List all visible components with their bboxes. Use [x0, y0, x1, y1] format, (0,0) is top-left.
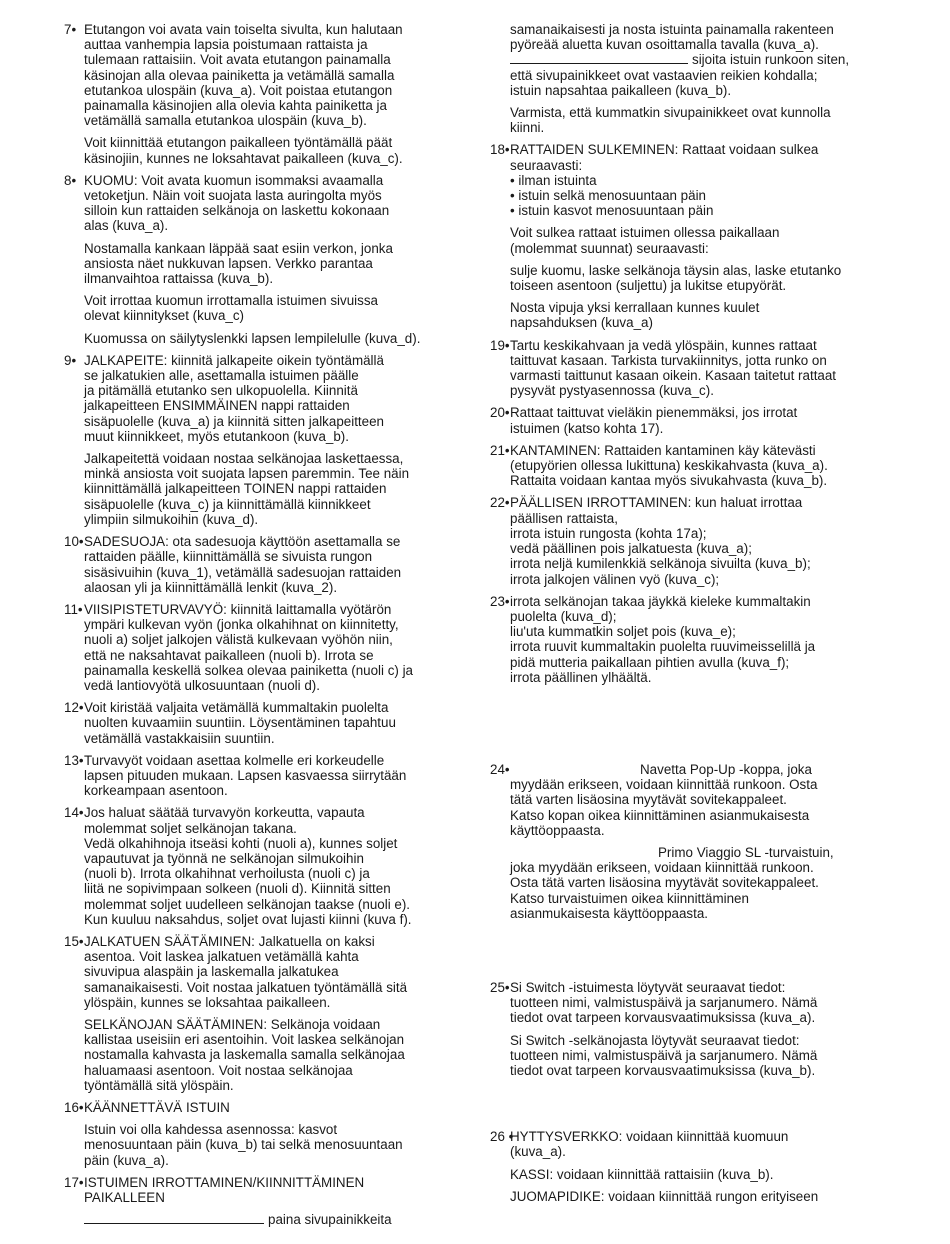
text-line: VIISIPISTETURVAVYÖ: kiinnitä laittamalla vyötärön	[84, 601, 392, 617]
text-fragment: Primo Viaggio SL -turvaistuin,	[658, 844, 834, 860]
paragraph	[510, 405, 900, 435]
text-line: JALKATUEN SÄÄTÄMINEN: Jalkatuella on kaksi	[84, 933, 375, 949]
text-line: Nostamalla kankaan läppää saat esiin verkon, jonka	[84, 240, 393, 256]
paragraph	[84, 451, 464, 527]
text-line: istuin napsahtaa paikalleen (kuva_b).	[510, 82, 732, 98]
text-line: Katso kopan oikea kiinnittäminen asianmukaisesta	[510, 807, 810, 823]
item-number: 7•	[64, 22, 77, 37]
text-line: irrota päällinen ylhäältä.	[510, 669, 652, 685]
paragraph	[510, 105, 900, 135]
paragraph	[510, 980, 900, 1026]
text-line: ylöspäin, kunnes se loksahtaa paikalleen.	[84, 994, 331, 1010]
paragraph	[510, 845, 900, 921]
paragraph	[84, 241, 464, 287]
paragraph	[84, 1100, 464, 1115]
instruction-item-continued	[490, 22, 900, 135]
text-line: Istuin voi olla kahdessa asennossa: kasvot	[84, 1122, 338, 1138]
instruction-item	[490, 980, 900, 1078]
text-line: jalkapeitteen ENSIMMÄINEN nappi rattaiden	[84, 398, 350, 414]
item-number: 10•	[64, 534, 84, 550]
text-line: lapsen pituuden mukaan. Lapsen kasvaessa siirrytään	[84, 767, 407, 783]
text-line: joka myydään erikseen, voidaan kiinnittää runkoon.	[510, 860, 814, 876]
text-line: vedä lantiovyötä ulkosuuntaan (nuoli d).	[84, 677, 320, 693]
instruction-item	[64, 934, 464, 1093]
text-line: ansiosta näet nukkuvan lapsen. Verkko parantaa	[84, 255, 373, 271]
text-line: nuolten kuvaamiin suuntiin. Löysentäminen tapahtuu	[84, 715, 396, 731]
text-line: ja pitämällä etutanko sen ulkopuolella. Kiinnitä	[84, 383, 358, 399]
text-line: HYTTYSVERKKO: voidaan kiinnittää kuomuun	[510, 1129, 789, 1145]
item-number: 25•	[490, 979, 510, 995]
text-line: Si Switch -selkänojasta löytyvät seuraavat tiedot:	[510, 1032, 800, 1048]
text-line: seuraavasti:	[510, 157, 583, 173]
paragraph	[510, 1033, 900, 1079]
instruction-item	[490, 338, 900, 399]
text-line: (etupyörien ollessa lukittuna) keskikahvasta (kuva_a).	[510, 458, 828, 474]
item-number: 9•	[64, 352, 77, 368]
text-line: sulje kuomu, laske selkänoja täysin alas, laske etutanko	[510, 262, 842, 278]
paragraph	[510, 762, 900, 838]
item-number: 15•	[64, 933, 84, 949]
text-line: rattaiden päälle, kiinnittämällä se sivuista rungon	[84, 549, 373, 565]
paragraph	[510, 142, 900, 218]
text-line: sisäsivuihin (kuva_1), vetämällä sadesuojan rattaiden	[84, 564, 402, 580]
item-number: 22•	[490, 495, 510, 511]
instruction-item	[64, 353, 464, 527]
text-line: että ne naksahtavat paikalleen (nuoli b). Irrota se	[84, 647, 374, 663]
paragraph	[84, 135, 464, 165]
text-line: Jalkapeitettä voidaan nostaa selkänojaa laskettaessa,	[84, 451, 404, 467]
paragraph	[510, 495, 900, 586]
text-line: sivuvipua alaspäin ja laskemalla jalkatukea	[84, 964, 339, 980]
text-line: sisäpuolelle (kuva_a) ja kiinnitä sitten jalkapeitteen	[84, 413, 384, 429]
text-line: taittuvat kasaan. Tarkista turvakiinnitys, jotta runko on	[510, 352, 827, 368]
text-line: kallistaa useisiin eri asentoihin. Voit laskea selkänojan	[84, 1032, 405, 1048]
text-line: auttaa vanhempia lapsia poistumaan rattaista ja	[84, 37, 368, 53]
text-fragment: Navetta Pop-Up -koppa, joka	[640, 761, 812, 777]
text-line: muut kiinnikkeet, myös etutankoon (kuva_b).	[84, 428, 349, 444]
text-line: Katso turvaistuimen oikea kiinnittäminen	[510, 890, 749, 906]
text-line: (nuoli b). Irrota olkahihnat verhoilusta (nuoli c) ja	[84, 866, 370, 882]
text-line: irrota neljä kumilenkkiä selkänoja sivuilta (kuva_b);	[510, 556, 811, 572]
text-line: ilmanvaihtoa rattaissa (kuva_b).	[84, 271, 274, 287]
text-line: menosuuntaan päin (kuva_b) tai selkä menosuuntaan	[84, 1137, 403, 1153]
text-fragment: sijoita istuin runkoon siten,	[692, 52, 850, 68]
text-line: napsahduksen (kuva_a)	[510, 315, 653, 331]
text-line: SADESUOJA: ota sadesuoja käyttöön asettamalla se	[84, 534, 401, 550]
text-line: käyttöoppaasta.	[510, 822, 605, 838]
paragraph	[84, 1212, 464, 1227]
text-line: Rattaita voidaan kantaa myös sivukahvasta (kuva_b).	[510, 473, 828, 489]
text-line: vetoketjun. Näin voit suojata lasta auringolta myös	[84, 188, 382, 204]
instruction-item	[490, 495, 900, 586]
text-line: Kuomussa on säilytyslenkki lapsen lempilelulle (kuva_d).	[84, 330, 421, 346]
text-line: etutankoa ulospäin (kuva_a). Voit poistaa etutangon	[84, 82, 393, 98]
text-line: KUOMU: Voit avata kuomun isommaksi avaamalla	[84, 172, 384, 188]
text-line: Tartu keskikahvaan ja vedä ylöspäin, kunnes rattaat	[510, 337, 817, 353]
text-line: • ilman istuinta	[510, 172, 597, 188]
paragraph	[84, 602, 464, 693]
text-line: tiedot ovat tarpeen korvausvaatimuksissa (kuva_b).	[510, 1062, 816, 1078]
text-line: irrota jalkojen välinen vyö (kuva_c);	[510, 571, 720, 587]
instruction-item	[64, 805, 464, 927]
text-line: irrota ruuvit kummaltakin puolelta ruuvimeisselillä ja	[510, 639, 816, 655]
text-line: Nosta vipuja yksi kerrallaan kunnes kuulet	[510, 300, 760, 316]
text-line: JUOMAPIDIKE: voidaan kiinnittää rungon erityiseen	[510, 1188, 819, 1204]
text-line: toiseen asentoon (suljettu) ja lukitse etupyörät.	[510, 278, 787, 294]
text-line: asianmukaisesta käyttöoppaasta.	[510, 905, 709, 921]
paragraph	[84, 22, 464, 128]
image-placeholder-blank	[510, 52, 688, 64]
item-number: 12•	[64, 700, 84, 716]
item-number: 14•	[64, 805, 84, 821]
text-line: pidä mutteria paikallaan pihtien avulla (kuva_f);	[510, 654, 790, 670]
item-number: 20•	[490, 405, 510, 421]
text-line: vapautuvat ja työnnä ne selkänojan silmukoihin	[84, 850, 364, 866]
text-line: istuimen (katso kohta 17).	[510, 420, 664, 436]
text-line: Etutangon voi avata vain toiselta sivulta, kun halutaan	[84, 22, 403, 37]
text-line: olevat kiinnitykset (kuva_c)	[84, 308, 245, 324]
paragraph	[510, 1167, 900, 1182]
text-line: käsinojan alla olevaa painiketta ja vetämällä samalla	[84, 67, 395, 83]
text-line: päällisen rattaista,	[510, 510, 618, 526]
text-line: alaosan yli ja kiinnittämällä lenkit (kuva_2).	[84, 579, 338, 595]
item-number: 8•	[64, 172, 77, 188]
paragraph	[510, 594, 900, 685]
text-line: tätä varten lisäosina myytävät sovitekappaleet.	[510, 792, 787, 808]
item-number: 19•	[490, 337, 510, 353]
paragraph	[510, 1189, 900, 1204]
text-line: asentoa. Voit laskea jalkatuen vetämällä kahta	[84, 949, 359, 965]
instruction-item	[64, 700, 464, 746]
text-line: silloin kun rattaiden selkänoja on laskettu kokonaan	[84, 203, 390, 219]
text-line: päin (kuva_a).	[84, 1152, 169, 1168]
text-line: työntämällä sitä ylöspäin.	[84, 1077, 234, 1093]
instruction-item	[490, 142, 900, 330]
item-number: 18•	[490, 142, 510, 158]
paragraph	[510, 1129, 900, 1159]
text-line: PAIKALLEEN	[84, 1190, 165, 1206]
text-line: Voit kiristää valjaita vetämällä kummaltakin puolelta	[84, 700, 389, 716]
item-number: 17•	[64, 1174, 84, 1190]
text-line: molemmat soljet selkänojan takana.	[84, 820, 297, 836]
text-line: PÄÄLLISEN IRROTTAMINEN: kun haluat irrottaa	[510, 495, 803, 511]
text-line: Rattaat taittuvat vieläkin pienemmäksi, jos irrotat	[510, 405, 798, 421]
text-line: Si Switch -istuimesta löytyvät seuraavat tiedot:	[510, 979, 786, 995]
instruction-item	[64, 173, 464, 346]
image-placeholder-blank	[84, 1212, 264, 1224]
paragraph	[510, 338, 900, 399]
text-line: että sivupainikkeet ovat vastaavien reikien kohdalla;	[510, 67, 818, 83]
paragraph	[84, 700, 464, 746]
text-line: käsinojiin, kunnes ne loksahtavat paikalleen (kuva_c).	[84, 150, 403, 166]
text-line: (kuva_a).	[510, 1144, 566, 1160]
text-line: samanaikaisesti ja nosta istuinta painamalla rakenteen	[510, 22, 834, 37]
text-line: samanaikaisesti. Voit nostaa jalkatuen työntämällä sitä	[84, 979, 408, 995]
paragraph	[84, 534, 464, 595]
text-line: pyöreää aluetta kuvan osoittamalla tavalla (kuva_a).	[510, 37, 819, 53]
paragraph	[84, 934, 464, 1010]
text-line: molemmat soljet uudelleen selkänojan taakse (nuoli e).	[84, 896, 411, 912]
text-line: KASSI: voidaan kiinnittää rattaisiin (kuva_b).	[510, 1166, 774, 1182]
text-line: RATTAIDEN SULKEMINEN: Rattaat voidaan sulkea	[510, 142, 819, 158]
text-line: Osta tätä varten lisäosina myytävät sovitekappaleet.	[510, 875, 819, 891]
text-line: puolelta (kuva_d);	[510, 608, 617, 624]
text-line: • istuin kasvot menosuuntaan päin	[510, 203, 714, 219]
paragraph	[84, 1017, 464, 1093]
paragraph	[84, 293, 464, 323]
paragraph	[84, 331, 464, 346]
instruction-item	[490, 443, 900, 489]
text-fragment: paina sivupainikkeita	[268, 1212, 392, 1228]
text-line: (molemmat suunnat) seuraavasti:	[510, 240, 709, 256]
instruction-item	[64, 1100, 464, 1168]
text-line: haluamaasi asentoon. Voit nostaa selkänojaa	[84, 1062, 353, 1078]
paragraph	[84, 1122, 464, 1168]
text-line: liitä ne sopivimpaan solkeen (nuoli d). Kiinnitä sitten	[84, 881, 391, 897]
instruction-item	[490, 594, 900, 685]
text-line: tulemaan rattaisiin. Voit avata etutangon painamalla	[84, 52, 391, 68]
item-number: 24•	[490, 761, 510, 777]
paragraph	[510, 22, 900, 98]
text-line: liu'uta kummatkin soljet pois (kuva_e);	[510, 624, 736, 640]
instruction-item	[490, 405, 900, 435]
text-line: Voit kiinnittää etutangon paikalleen työntämällä päät	[84, 135, 393, 151]
item-number: 21•	[490, 442, 510, 458]
paragraph	[510, 443, 900, 489]
text-line	[510, 762, 900, 777]
text-line: pysyvät pystyasennossa (kuva_c).	[510, 383, 714, 399]
text-line: nuoli a) soljet jalkojen välistä kulkevaan vyöhön niin,	[84, 632, 393, 648]
text-line: tuotteen nimi, valmistuspäivä ja sarjanumero. Nämä	[510, 1047, 818, 1063]
paragraph	[510, 300, 900, 330]
paragraph	[84, 805, 464, 927]
text-line: ylimpiin silmukoihin (kuva_d).	[84, 511, 259, 527]
instruction-item	[64, 22, 464, 166]
text-line: kiinni.	[510, 120, 545, 136]
text-line: ISTUIMEN IRROTTAMINEN/KIINNITTÄMINEN	[84, 1174, 365, 1190]
instruction-item	[64, 534, 464, 595]
paragraph	[84, 353, 464, 444]
paragraph	[84, 1175, 464, 1205]
text-line	[510, 52, 900, 67]
text-line: nostamalla kahvasta ja laskemalla samalla selkänojaa	[84, 1047, 405, 1063]
instruction-item	[64, 602, 464, 693]
text-line: vetämällä samalla etutankoa ulospäin (kuva_b).	[84, 113, 367, 129]
text-line: tuotteen nimi, valmistuspäivä ja sarjanumero. Nämä	[510, 995, 818, 1011]
right-column	[490, 22, 900, 1211]
text-line: Kun kuuluu naksahdus, soljet ovat lujasti kiinni (kuva f).	[84, 911, 412, 927]
item-number: 16•	[64, 1100, 84, 1115]
text-line	[84, 1212, 464, 1227]
text-line: alas (kuva_a).	[84, 218, 169, 234]
item-number: 11•	[64, 601, 83, 617]
text-line: painamalla keskellä solkea olevaa painiketta (nuoli c) ja	[84, 662, 413, 678]
text-line: varmasti taittunut kasaan oikein. Kasaan taitetut rattaat	[510, 368, 837, 384]
text-line: ympäri kulkevan vyön (jonka olkahihnat on kiinnitetty,	[84, 617, 399, 633]
text-line: vetämällä vastakkaisiin suuntiin.	[84, 730, 275, 746]
text-line: JALKAPEITE: kiinnitä jalkapeite oikein työntämällä	[84, 352, 384, 368]
text-line: Voit irrottaa kuomun irrottamalla istuimen sivuissa	[84, 293, 378, 309]
text-line: myydään erikseen, voidaan kiinnittää runkoon. Osta	[510, 777, 818, 793]
text-line: SELKÄNOJAN SÄÄTÄMINEN: Selkänoja voidaan	[84, 1016, 381, 1032]
text-line: vedä päällinen pois jalkatuesta (kuva_a);	[510, 541, 752, 557]
text-line: Varmista, että kummatkin sivupainikkeet ovat kunnolla	[510, 105, 831, 121]
text-line: KÄÄNNETTÄVÄ ISTUIN	[84, 1100, 230, 1115]
text-line	[510, 845, 900, 860]
text-line: Vedä olkahihnoja itseäsi kohti (nuoli a), kunnes soljet	[84, 835, 398, 851]
item-number: 13•	[64, 752, 84, 768]
instruction-item	[64, 1175, 464, 1228]
text-line: sisäpuolelle (kuva_c) ja kiinnittämällä kiinnikkeet	[84, 496, 371, 512]
text-line: irrota istuin rungosta (kohta 17a);	[510, 525, 707, 541]
text-line: irrota selkänojan takaa jäykkä kieleke kummaltakin	[510, 593, 811, 609]
item-number: 26 •	[490, 1129, 514, 1145]
text-line: painamalla käsinojien alla olevia kahta painiketta ja	[84, 98, 387, 114]
instruction-item	[490, 762, 900, 921]
text-line: tiedot ovat tarpeen korvausvaatimuksissa (kuva_a).	[510, 1010, 816, 1026]
instruction-item	[64, 753, 464, 799]
instruction-item	[490, 1129, 900, 1204]
text-line: kiinnittämällä jalkapeitteen TOINEN nappi rattaiden	[84, 481, 387, 497]
text-line: Jos haluat säätää turvavyön korkeutta, vapauta	[84, 805, 365, 821]
item-number: 23•	[490, 593, 510, 609]
paragraph	[510, 263, 900, 293]
text-line: korkeampaan asentoon.	[84, 783, 228, 799]
text-line: Voit sulkea rattaat istuimen ollessa paikallaan	[510, 225, 780, 241]
text-line: Turvavyöt voidaan asettaa kolmelle eri korkeudelle	[84, 752, 385, 768]
text-line: • istuin selkä menosuuntaan päin	[510, 188, 707, 204]
paragraph	[84, 753, 464, 799]
text-line: minkä ansiosta voit suojata lapsen paremmin. Tee näin	[84, 466, 410, 482]
text-line: se jalkatukien alle, asettamalla istuimen päälle	[84, 368, 359, 384]
left-column	[64, 22, 464, 1234]
paragraph	[510, 225, 900, 255]
paragraph	[84, 173, 464, 234]
text-line: KANTAMINEN: Rattaiden kantaminen käy kätevästi	[510, 442, 816, 458]
